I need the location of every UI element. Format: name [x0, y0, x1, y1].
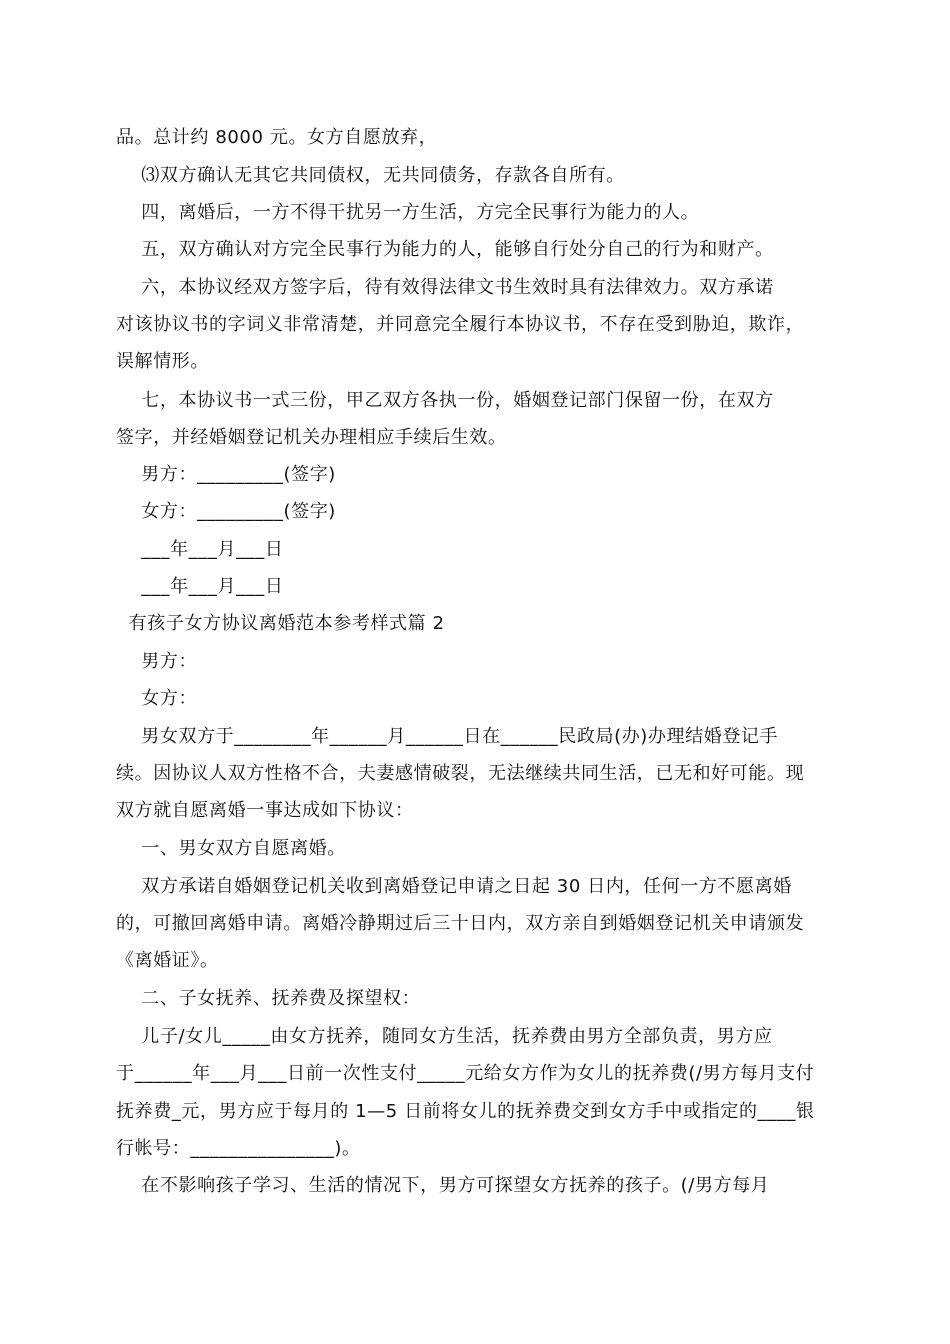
text-line: 在不影响孩子学习、生活的情况下，男方可探望女方抚养的孩子。(/男方每月 — [116, 1175, 770, 1196]
clause-heading: 二、子女抚养、抚养费及探望权： — [116, 988, 421, 1009]
text-line: 误解情形。 — [116, 351, 209, 372]
text-line: 行帐号：_______________)。 — [116, 1138, 361, 1159]
text-line: 七，本协议书一式三份，甲乙双方各执一份，婚姻登记部门保留一份，在双方 — [116, 390, 774, 411]
section-title: 有孩子女方协议离婚范本参考样式篇 2 — [116, 613, 445, 634]
text-line: 六，本协议经双方签字后，待有效得法律文书生效时具有法律效力。双方承诺 — [116, 277, 774, 298]
signature-line-male: 男方：_________(签字) — [116, 464, 336, 485]
text-line: 于______年___月___日前一次性支付_____元给女方作为女儿的抚养费(/男方每月支付 — [116, 1063, 815, 1084]
clause-heading: 一、男女双方自愿离婚。 — [116, 838, 346, 859]
text-line: 男女双方于________年______月______日在______民政局(办)办理结婚登记手 — [116, 726, 779, 747]
text-line: 的，可撤回离婚申请。离婚冷静期过后三十日内，双方亲自到婚姻登记机关申请颁发 — [116, 913, 805, 934]
text-line: 签字，并经婚姻登记机关办理相应手续后生效。 — [116, 427, 507, 448]
text-line: 双方承诺自婚姻登记机关收到离婚登记申请之日起 30 日内，任何一方不愿离婚 — [116, 876, 792, 897]
text-line: 抚养费_元，男方应于每月的 1—5 日前将女儿的抚养费交到女方手中或指定的____银 — [116, 1101, 815, 1122]
text-line: 儿子/女儿_____由女方抚养，随同女方生活，抚养费由男方全部负责，男方应 — [116, 1026, 773, 1047]
text-line: 双方就自愿离婚一事达成如下协议： — [116, 800, 414, 821]
text-line: 续。因协议人双方性格不合，夫妻感情破裂，无法继续共同生活，已无和好可能。现 — [116, 763, 805, 784]
text-line: 四，离婚后，一方不得干扰另一方生活，方完全民事行为能力的人。 — [116, 202, 700, 223]
party-female: 女方： — [116, 688, 198, 709]
text-line: 品。总计约 8000 元。女方自愿放弃， — [116, 127, 438, 148]
date-line: ___年___月___日 — [116, 539, 284, 560]
text-line: ⑶双方确认无其它共同债权，无共同债务，存款各自所有。 — [116, 165, 625, 186]
signature-line-female: 女方：_________(签字) — [116, 501, 336, 522]
text-line: 五，双方确认对方完全民事行为能力的人，能够自行处分自己的行为和财产。 — [116, 239, 774, 260]
party-male: 男方： — [116, 651, 198, 672]
text-line: 《离婚证》。 — [116, 950, 219, 971]
text-line: 对该协议书的字词义非常清楚，并同意完全履行本协议书，不存在受到胁迫，欺诈， — [116, 314, 805, 335]
date-line: ___年___月___日 — [116, 576, 284, 597]
